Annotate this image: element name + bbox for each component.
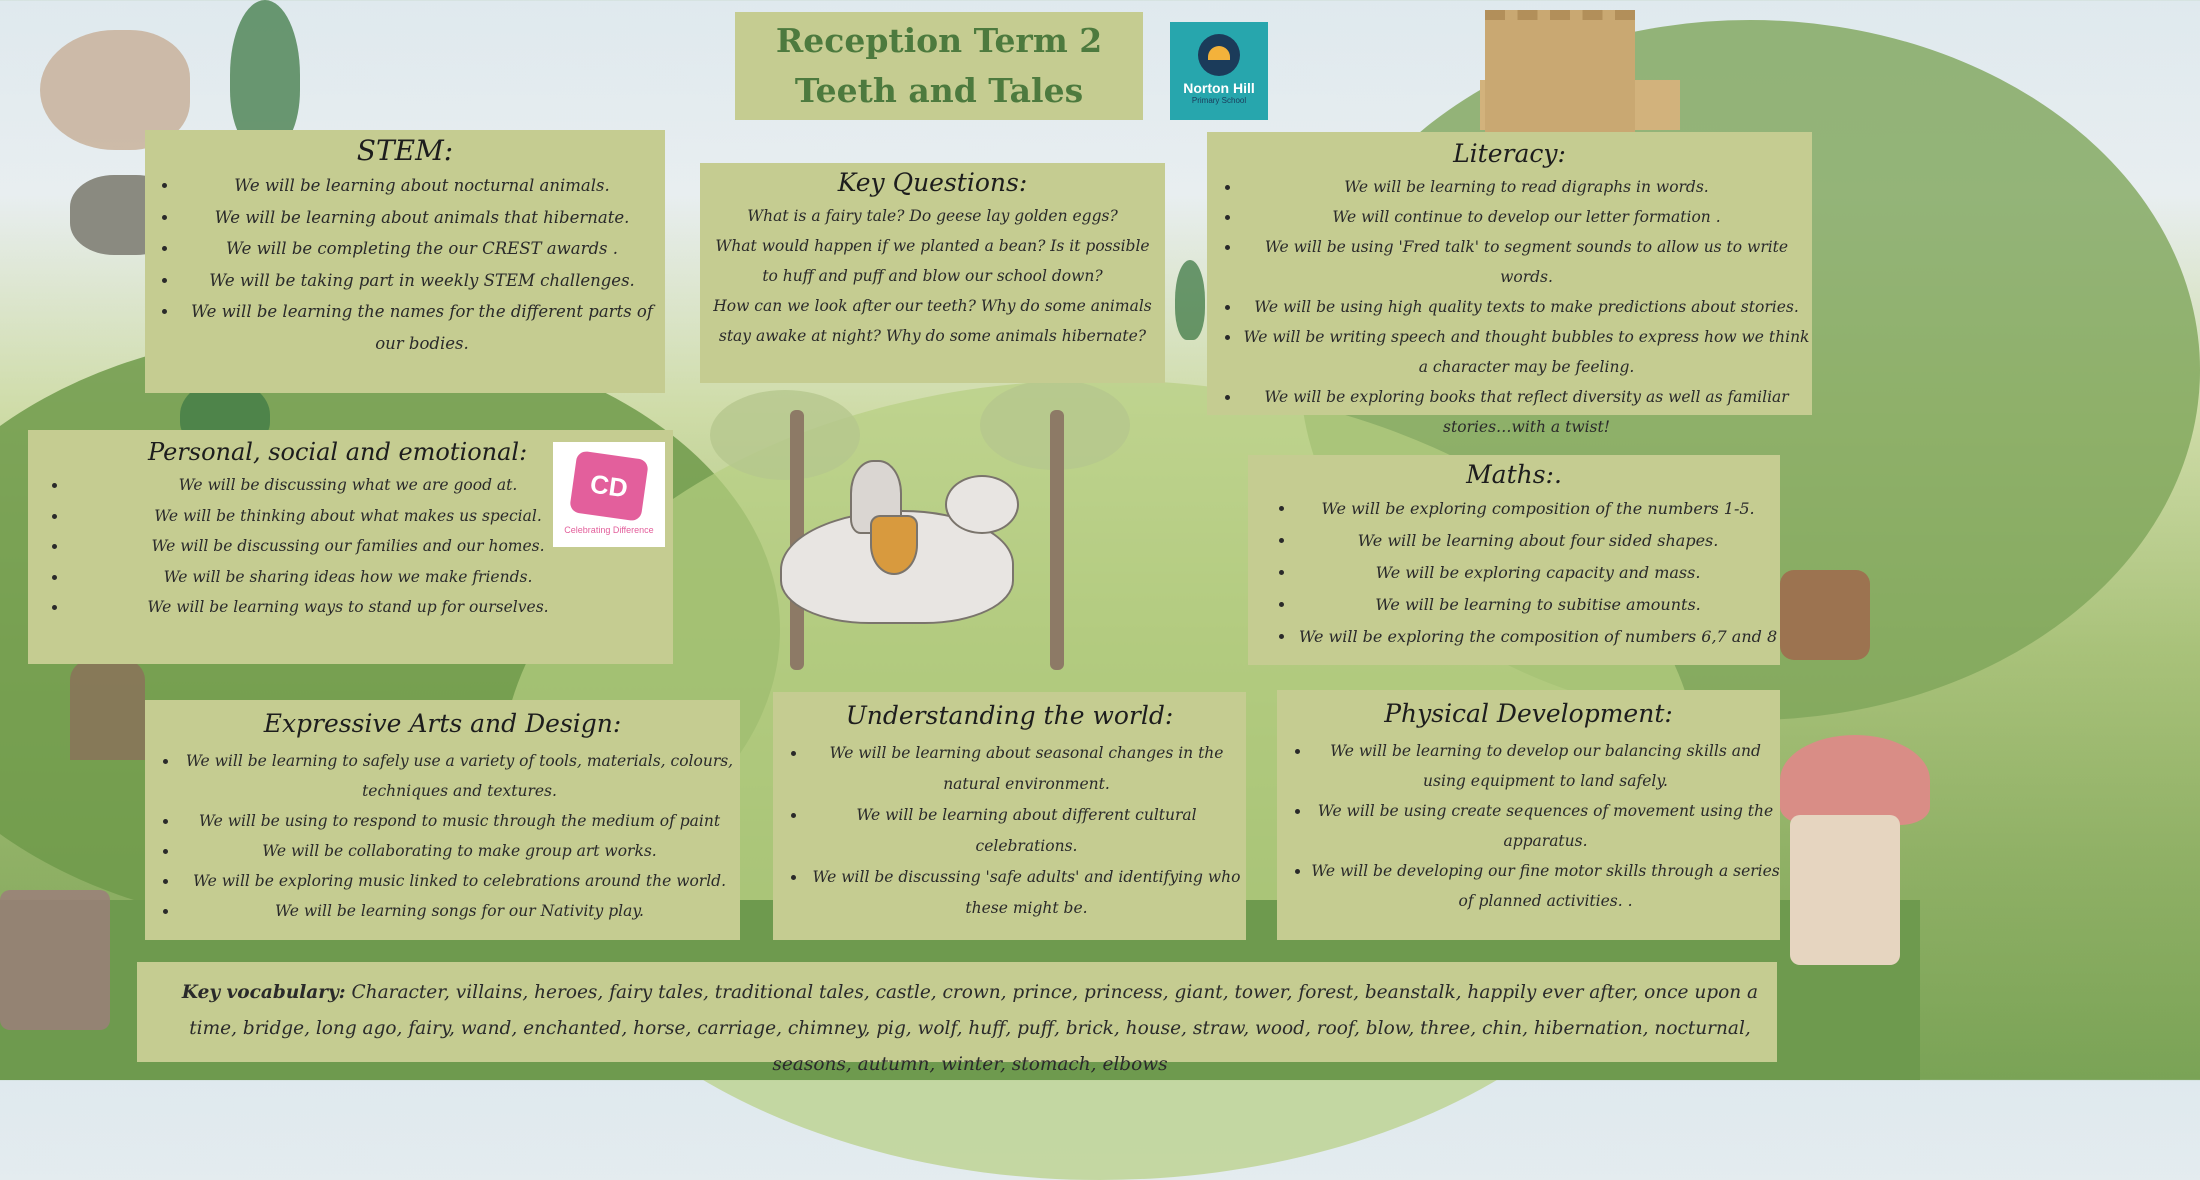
list-item: • We will be learning about nocturnal animals. <box>179 170 665 202</box>
list-item: • We will be taking part in weekly STEM challenges. <box>179 265 665 297</box>
list-item: • We will be learning about four sided shapes. <box>1296 525 1780 557</box>
list-item: • We will be learning songs for our Nativity play. <box>179 896 740 926</box>
knight-on-horse-illustration <box>720 400 1160 690</box>
key-vocabulary-panel <box>137 962 1777 1075</box>
spellbook-illustration <box>0 890 110 1030</box>
stem-panel <box>145 130 665 393</box>
puzzle-piece-icon: CD <box>569 450 649 521</box>
utw-list <box>773 738 1246 924</box>
list-item: • We will be exploring books that reflect diversity as well as familiar stories…with a twist! <box>1241 382 1812 442</box>
mushroom-house-cap-illustration <box>1780 735 1930 825</box>
list-item: • We will be learning about animals that hibernate. <box>179 202 665 234</box>
key-vocabulary-text <box>177 975 1763 1083</box>
list-item: • We will be using to respond to music through the medium of paint <box>179 806 740 836</box>
list-item: • We will be learning to develop our balancing skills and using equipment to land safely. <box>1311 736 1780 796</box>
mushroom-house-stem-illustration <box>1790 815 1900 965</box>
physical-development-panel <box>1277 690 1780 940</box>
celebrating-difference-logo <box>553 442 665 547</box>
horse-head-icon <box>945 475 1019 534</box>
maths-panel <box>1248 455 1780 665</box>
understanding-the-world-panel <box>773 692 1246 940</box>
ead-list <box>145 746 740 926</box>
key-question-line: What is a fairy tale? Do geese lay golden eggs? <box>747 207 1118 225</box>
pse-list <box>28 470 628 623</box>
utw-heading: Understanding the world: <box>845 701 1174 730</box>
treasure-chest-illustration <box>1780 570 1870 660</box>
list-item: • We will be using create sequences of movement using the apparatus. <box>1311 796 1780 856</box>
background-tree <box>1175 260 1205 340</box>
key-questions-panel <box>700 163 1165 383</box>
list-item: • We will be exploring capacity and mass. <box>1296 557 1780 589</box>
literacy-list <box>1207 172 1812 442</box>
list-item: • We will be developing our fine motor skills through a series of planned activities. . <box>1311 856 1780 916</box>
list-item: • We will be completing the our CREST awards . <box>179 233 665 265</box>
title-line-2: Teeth and Tales <box>794 71 1084 110</box>
stem-heading: STEM: <box>356 134 454 167</box>
school-logo-name: Norton Hill <box>1183 80 1255 96</box>
list-item: • We will be learning to read digraphs in words. <box>1241 172 1812 202</box>
list-item: • We will be collaborating to make group art works. <box>179 836 740 866</box>
list-item: • We will be learning about seasonal changes in the natural environment. <box>807 738 1246 800</box>
sunrise-emblem-icon <box>1198 34 1240 76</box>
list-item: • We will be writing speech and thought bubbles to express how we think a character may be feeling. <box>1241 322 1812 382</box>
key-question-line: What would happen if we planted a bean? Is it possible to huff and puff and blow our school down? <box>715 237 1150 285</box>
tree-trunk <box>1050 410 1064 670</box>
pd-list <box>1277 736 1780 916</box>
key-questions-heading: Key Questions: <box>837 168 1028 197</box>
list-item: • We will be discussing our families and our homes. <box>68 531 628 562</box>
school-logo <box>1170 22 1268 120</box>
list-item: • We will be exploring composition of the numbers 1-5. <box>1296 493 1780 525</box>
tree-trunk-illustration <box>70 660 145 760</box>
title-line-1: Reception Term 2 <box>775 21 1103 60</box>
list-item: • We will be learning to subitise amounts. <box>1296 589 1780 621</box>
background-tree <box>230 0 300 150</box>
shield-icon <box>870 515 918 575</box>
list-item: • We will be learning the names for the different parts of our bodies. <box>179 296 665 359</box>
school-logo-sub: Primary School <box>1191 96 1247 105</box>
maths-heading: Maths:. <box>1466 460 1562 489</box>
list-item: • We will be sharing ideas how we make friends. <box>68 562 628 593</box>
list-item: • We will be using high quality texts to make predictions about stories. <box>1241 292 1812 322</box>
list-item: • We will be discussing what we are good at. <box>68 470 628 501</box>
castle-tower-illustration <box>1485 10 1635 140</box>
list-item: • We will be discussing 'safe adults' and identifying who these might be. <box>807 862 1246 924</box>
list-item: • We will be learning to safely use a variety of tools, materials, colours, techniques and textures. <box>179 746 740 806</box>
key-question-line: How can we look after our teeth? Why do some animals stay awake at night? Why do some animals hibernate? <box>713 297 1152 345</box>
list-item: • We will be thinking about what makes us special. <box>68 501 628 532</box>
list-item: • We will be learning about different cultural celebrations. <box>807 800 1246 862</box>
literacy-heading: Literacy: <box>1453 139 1566 168</box>
key-vocabulary-label: Key vocabulary: <box>181 982 346 1003</box>
title-box <box>735 12 1143 120</box>
expressive-arts-design-panel <box>145 700 740 940</box>
tree-canopy <box>710 390 860 480</box>
literacy-panel <box>1207 132 1812 436</box>
list-item: • We will be using 'Fred talk' to segment sounds to allow us to write words. <box>1241 232 1812 292</box>
ead-heading: Expressive Arts and Design: <box>263 709 622 738</box>
maths-list <box>1248 493 1780 653</box>
pd-heading: Physical Development: <box>1384 699 1673 728</box>
list-item: • We will be exploring music linked to celebrations around the world. <box>179 866 740 896</box>
stem-list <box>145 170 665 359</box>
pse-heading: Personal, social and emotional: <box>148 438 528 466</box>
celebrating-difference-caption: Celebrating Difference <box>564 524 654 535</box>
list-item: • We will be learning ways to stand up for ourselves. <box>68 592 628 623</box>
list-item: • We will be exploring the composition of numbers 6,7 and 8 <box>1296 621 1780 653</box>
key-vocabulary-words: Character, villains, heroes, fairy tales, traditional tales, castle, crown, prince, princess, giant, tower, forest, beanstalk, happily ever after, once upon a time, bridge, long ago, fairy, wand, enchanted, horse, carriage, chimney, pig, wolf, huff, puff, brick, house, straw, wood, roof, blow, three, chin, hibernation, nocturnal, seasons, autumn, winter, stomach, elbows <box>189 982 1759 1075</box>
list-item: • We will continue to develop our letter formation . <box>1241 202 1812 232</box>
